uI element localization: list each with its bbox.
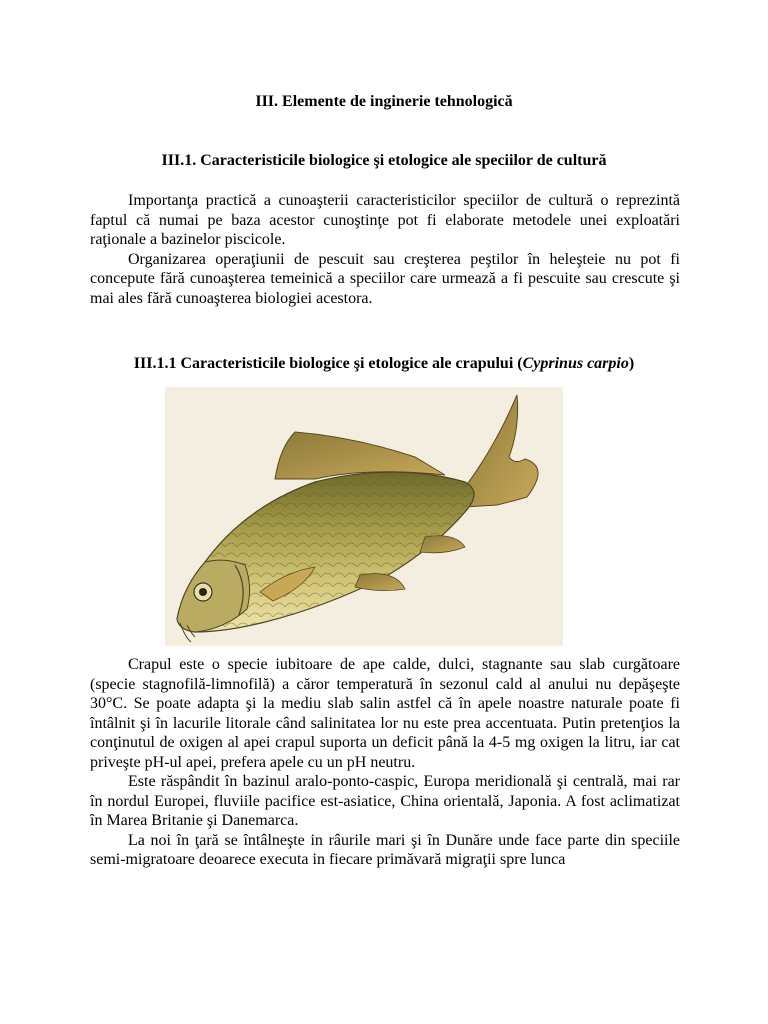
chapter-title: III. Elemente de inginerie tehnologică <box>255 93 513 110</box>
intro-paragraph-1: Importanţa practică a cunoaşterii caracteristicilor speciilor de cultură o reprezintă faptul că numai pe baza acestor cunoştinţe pot fi elaborate metodele unei exploatări raţionale a bazinelor piscicole. <box>90 192 680 248</box>
species-name: Cyprinus carpio <box>522 355 629 372</box>
body-paragraph-1: Crapul este o specie iubitoare de ape calde, dulci, stagnante sau slab curgătoare (specie stagnofilă-limnofilă) a căror temperatură în sezonul cald al anului nu depăşeşte 30°C. Se poate adapta şi la mediu slab salin astfel că în apele noastre naturale poate fi întâlnit şi în lacurile litorale când salinitatea lor nu este prea accentuata. Putin pretenţios la conţinutul de oxigen al apei crapul suporta un deficit până la 4-5 mg oxigen la litru, iar cat priveşte pH-ul apei, prefera apele cu un pH neutru. <box>90 656 680 771</box>
subsection-title-prefix: III.1.1 Caracteristicile biologice şi etologice ale crapului ( <box>133 355 523 372</box>
carp-figure <box>165 387 563 646</box>
subsection-title <box>0 355 768 373</box>
intro-paragraph-2: Organizarea operaţiunii de pescuit sau creşterea peştilor în heleşteie nu pot fi concepute fără cunoaşterea temeinică a speciilor care urmează a fi pescuite sau crescute şi mai ales fără cunoaşterea biologiei acestora. <box>90 250 680 307</box>
body-paragraph-2: Este răspândit în bazinul aralo-ponto-caspic, Europa meridională şi centrală, mai rar în nordul Europei, fluviile pacifice est-asiatice, China orientală, Japonia. A fost aclimatizat în Marea Britanie şi Danemarca. <box>90 773 680 829</box>
intro-text <box>90 191 680 308</box>
body-paragraph-3: La noi în ţară se întâlneşte in râurile mari şi în Dunăre unde face parte din speciile semi-migratoare deoarece executa in fiecare primăvară migraţii spre lunca <box>90 831 680 868</box>
carp-fish-icon <box>165 387 563 646</box>
body-text <box>90 655 680 870</box>
section-title: III.1. Caracteristicile biologice şi etologice ale speciilor de cultură <box>161 152 607 169</box>
subsection-title-suffix: ) <box>628 355 635 372</box>
